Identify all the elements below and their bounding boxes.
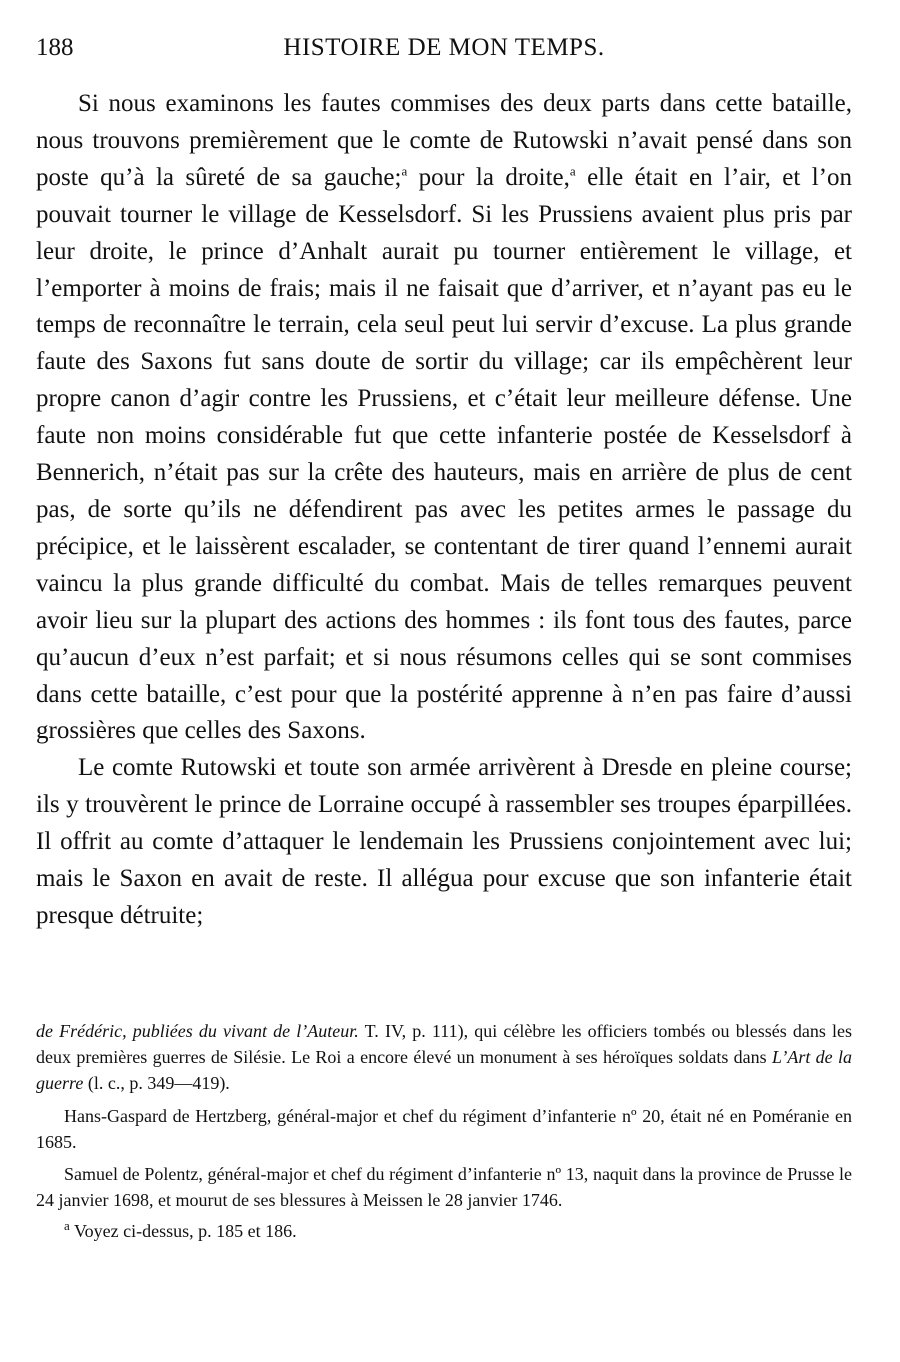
footnotes (36, 1018, 852, 1245)
footnote-marker-a-second: a (569, 163, 576, 179)
footnote-continued-text-b: (l. c., p. 349—419). (83, 1073, 230, 1094)
paragraph-1 (36, 86, 852, 750)
footnote-hertzberg: Hans-Gaspard de Hertzberg, général-major et chef du régiment d’infanterie nº 20, était né en Poméranie en 1685. (36, 1105, 852, 1152)
footnote-title-art-de-la-guerre: L’Art de la guerre (36, 1047, 853, 1094)
running-title: HISTOIRE DE MON TEMPS. (283, 34, 605, 61)
footnote-a (36, 1213, 852, 1244)
footnote-title-oeuvres: de Frédéric, publiées du vivant de l’Auteur. (36, 1021, 359, 1041)
footnote-continued (36, 1018, 852, 1097)
paragraph-2: Le comte Rutowski et toute son armée arrivèrent à Dresde en pleine course; ils y trouvèrent le prince de Lorraine occupé à rassembler ses troupes éparpillées. Il offrit au comte d’attaquer le lendemain les Prussiens conjointement avec lui; mais le Saxon en avait de reste. Il allégua pour excuse que son infanterie était presque détruite; (36, 754, 852, 929)
footnote-continued-text-a: T. IV, p. 111), qui célèbre les officiers tombés ou blessés dans les deux premières guerres de Silésie. Le Roi a encore élevé un monument à ses héroïques soldats dans (36, 1021, 852, 1068)
paragraph-1-text-c: elle était en l’air, et l’on pouvait tourner le village de Kesselsdorf. Si les Prussiens avaient plus pris par leur droite, le prince d’Anhalt aurait pu tourner entièrement le village, et l’emporter à moins de frais; mais il ne faisait que d’arriver, et n’ayant pas eu le temps de reconnaître le terrain, cela seul peut lui servir d’excuse. La plus grande faute des Saxons fut sans doute de sortir du village; car ils empêchèrent leur propre canon d’agir contre les Prussiens, et c’était leur meilleure défense. Une faute non moins considérable fut que cette infanterie postée de Kesselsdorf à Bennerich, n’était pas sur la crête des hauteurs, mais en arrière de plus de cent pas, de sorte qu’ils ne défendirent pas avec les petites armes le passage du précipice, et le laissèrent escalader, se contentant de tirer quand l’ennemi aurait vaincu la plus grande difficulté du combat. Mais de telles remarques peuvent avoir lieu sur la plupart des actions des hommes : ils font tous des fautes, parce qu’aucun d’eux n’est parfait; et si nous résumons celles qui se sont commises dans cette bataille, c’est pour que la postérité apprenne à n’en pas faire d’aussi grossières que celles des Saxons. (36, 163, 852, 745)
page-header (36, 34, 852, 70)
main-text (36, 86, 852, 935)
paragraph-1-text-b: pour la droite, (407, 163, 570, 191)
footnote-a-marker: a (64, 1218, 70, 1234)
paragraph-1-text-a: Si nous examinons les fautes commises des deux parts dans cette bataille, nous trouvons premièrement que le comte de Rutowski n’avait pensé dans son poste qu’à la sûreté de sa gauche; (36, 90, 852, 191)
footnote-polentz: Samuel de Polentz, général-major et chef du régiment d’infanterie nº 13, naquit dans la province de Prusse le 24 janvier 1698, et mourut de ses blessures à Meissen le 28 janvier 1746. (36, 1164, 852, 1211)
page-number: 188 (36, 34, 74, 61)
footnote-marker-a: a (401, 163, 408, 179)
footnote-a-text: Voyez ci-dessus, p. 185 et 186. (69, 1221, 297, 1242)
